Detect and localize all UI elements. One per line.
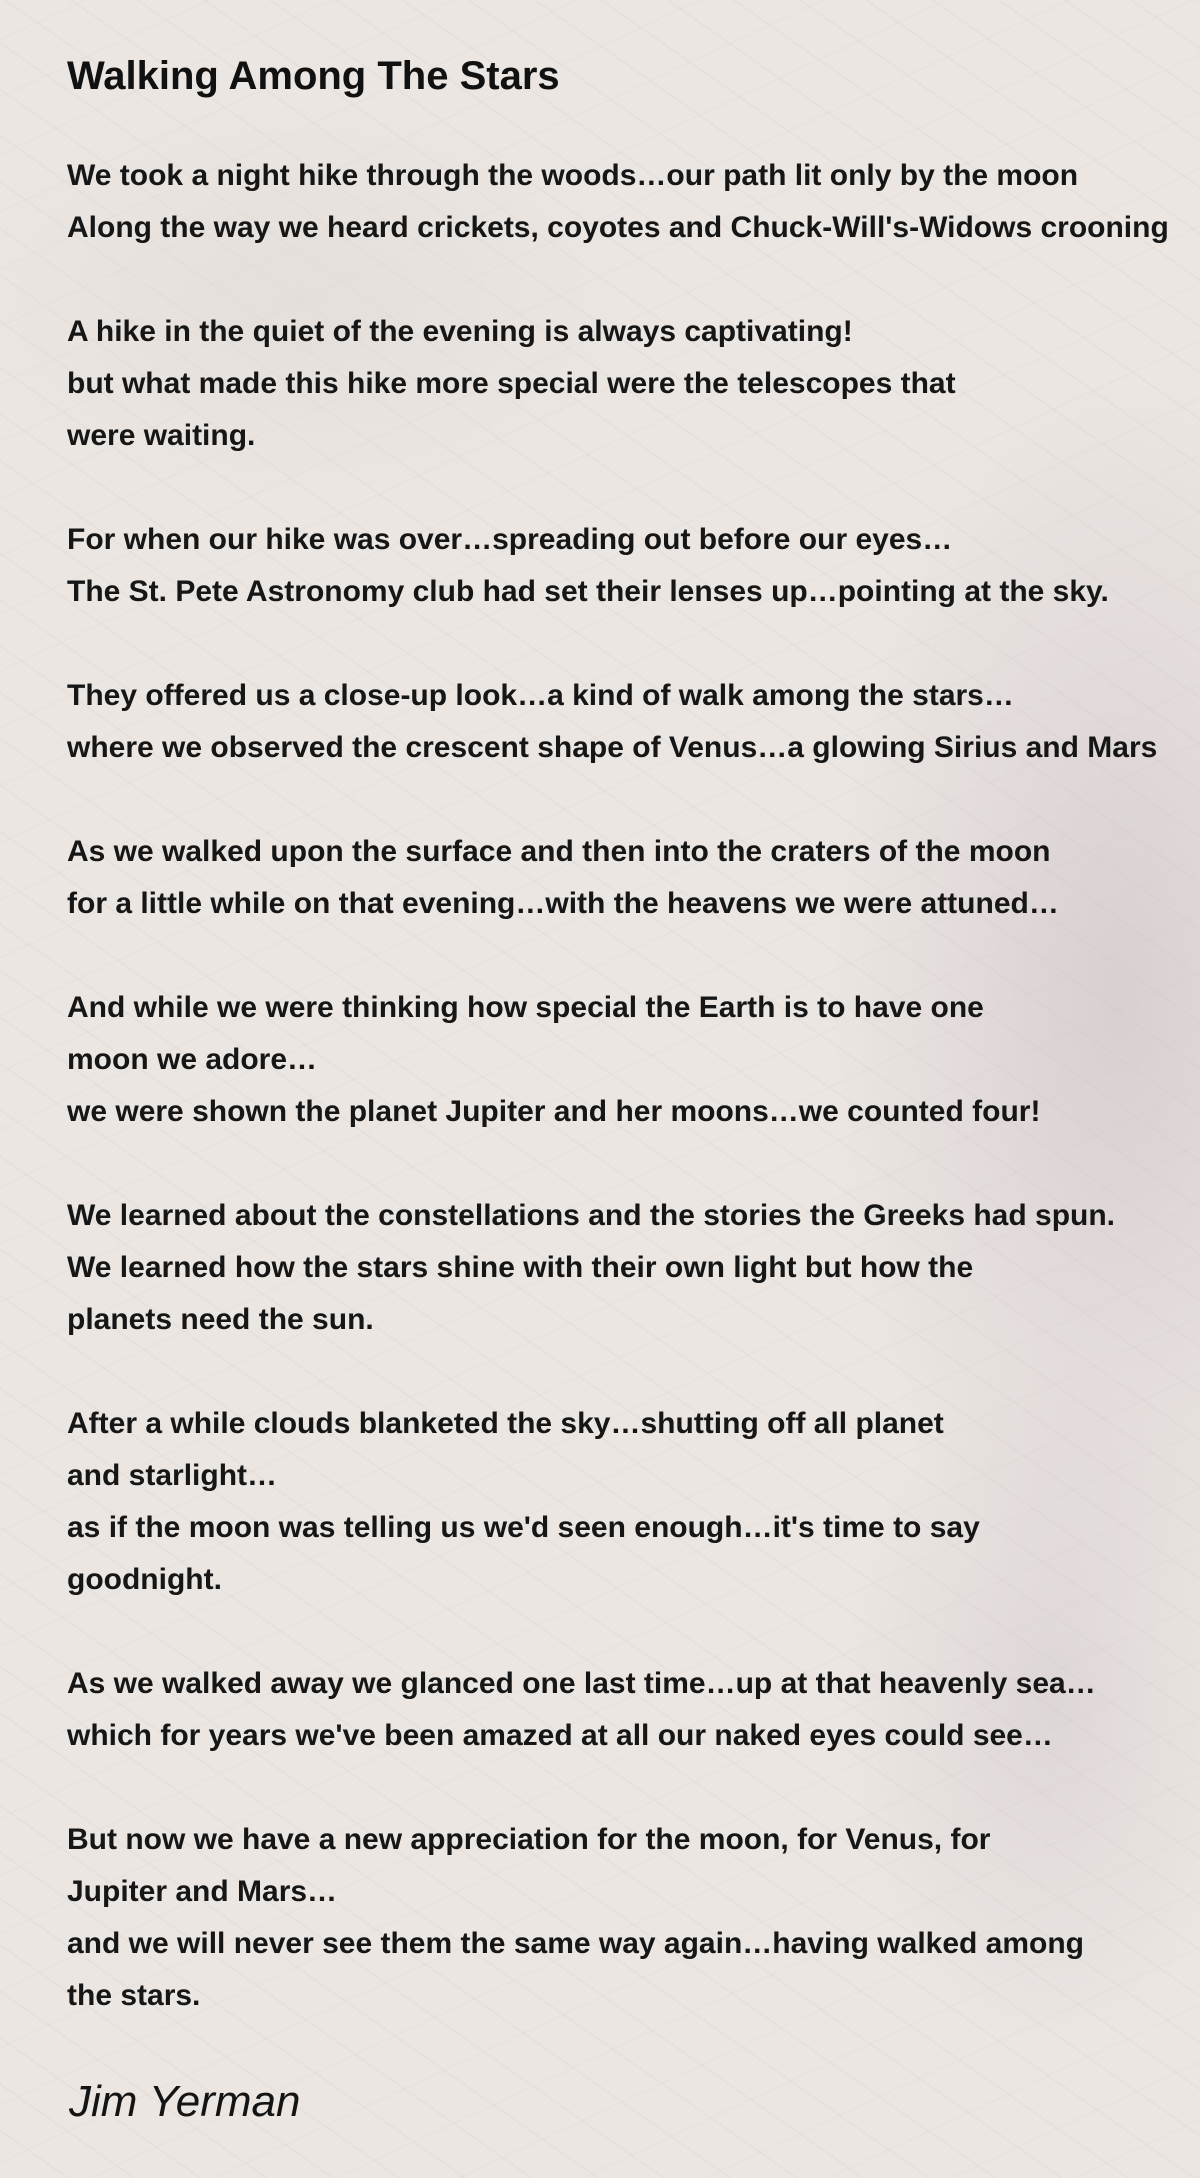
poem-line: moon we adore… xyxy=(67,1043,318,1076)
poem-line: Jupiter and Mars… xyxy=(67,1875,338,1908)
poem-line: We learned how the stars shine with their own light but how the xyxy=(67,1251,974,1284)
stanza-4 xyxy=(67,670,1200,774)
poem-line: the stars. xyxy=(67,1979,201,2012)
poem-line: But now we have a new appreciation for the moon, for Venus, for xyxy=(67,1823,991,1856)
stanza-8 xyxy=(67,1398,1200,1606)
stanza-3 xyxy=(67,514,1200,618)
poem-line: For when our hike was over…spreading out before our eyes… xyxy=(67,523,953,556)
poem-line: and we will never see them the same way again…having walked among xyxy=(67,1927,1085,1960)
poem-line: After a while clouds blanketed the sky…shutting off all planet xyxy=(67,1407,944,1440)
poem-line: They offered us a close-up look…a kind of walk among the stars… xyxy=(67,679,1014,712)
poem-title: Walking Among The Stars xyxy=(67,54,560,98)
stanza-7 xyxy=(67,1190,1200,1346)
stanza-9 xyxy=(67,1658,1200,1762)
poem-line: and starlight… xyxy=(67,1459,278,1492)
poem-line: as if the moon was telling us we'd seen enough…it's time to say xyxy=(67,1511,980,1544)
poem-line: for a little while on that evening…with the heavens we were attuned… xyxy=(67,887,1059,920)
poem-author: Jim Yerman xyxy=(69,2077,301,2126)
poem-line: Along the way we heard crickets, coyotes and Chuck-Will's-Widows crooning xyxy=(67,211,1169,244)
stanza-2 xyxy=(67,306,1200,462)
poem-line: planets need the sun. xyxy=(67,1303,374,1336)
stanza-6 xyxy=(67,982,1200,1138)
poem-line: where we observed the crescent shape of Venus…a glowing Sirius and Mars xyxy=(67,731,1158,764)
poem-line: but what made this hike more special were the telescopes that xyxy=(67,367,956,400)
poem-line: The St. Pete Astronomy club had set their lenses up…pointing at the sky. xyxy=(67,575,1109,608)
stanza-5 xyxy=(67,826,1200,930)
poem-line: And while we were thinking how special the Earth is to have one xyxy=(67,991,984,1024)
poem-line: which for years we've been amazed at all our naked eyes could see… xyxy=(67,1719,1053,1752)
poem-body xyxy=(67,150,1200,2074)
stanza-1 xyxy=(67,150,1200,254)
poem-line: A hike in the quiet of the evening is always captivating! xyxy=(67,315,853,348)
stanza-10 xyxy=(67,1814,1200,2022)
poem-line: We learned about the constellations and the stories the Greeks had spun. xyxy=(67,1199,1116,1232)
poem-line: As we walked away we glanced one last time…up at that heavenly sea… xyxy=(67,1667,1096,1700)
poem-line: we were shown the planet Jupiter and her moons…we counted four! xyxy=(67,1095,1041,1128)
poem-line: goodnight. xyxy=(67,1563,222,1596)
poem-line: As we walked upon the surface and then into the craters of the moon xyxy=(67,835,1051,868)
poem-line: were waiting. xyxy=(67,419,256,452)
poem-line: We took a night hike through the woods…our path lit only by the moon xyxy=(67,159,1079,192)
